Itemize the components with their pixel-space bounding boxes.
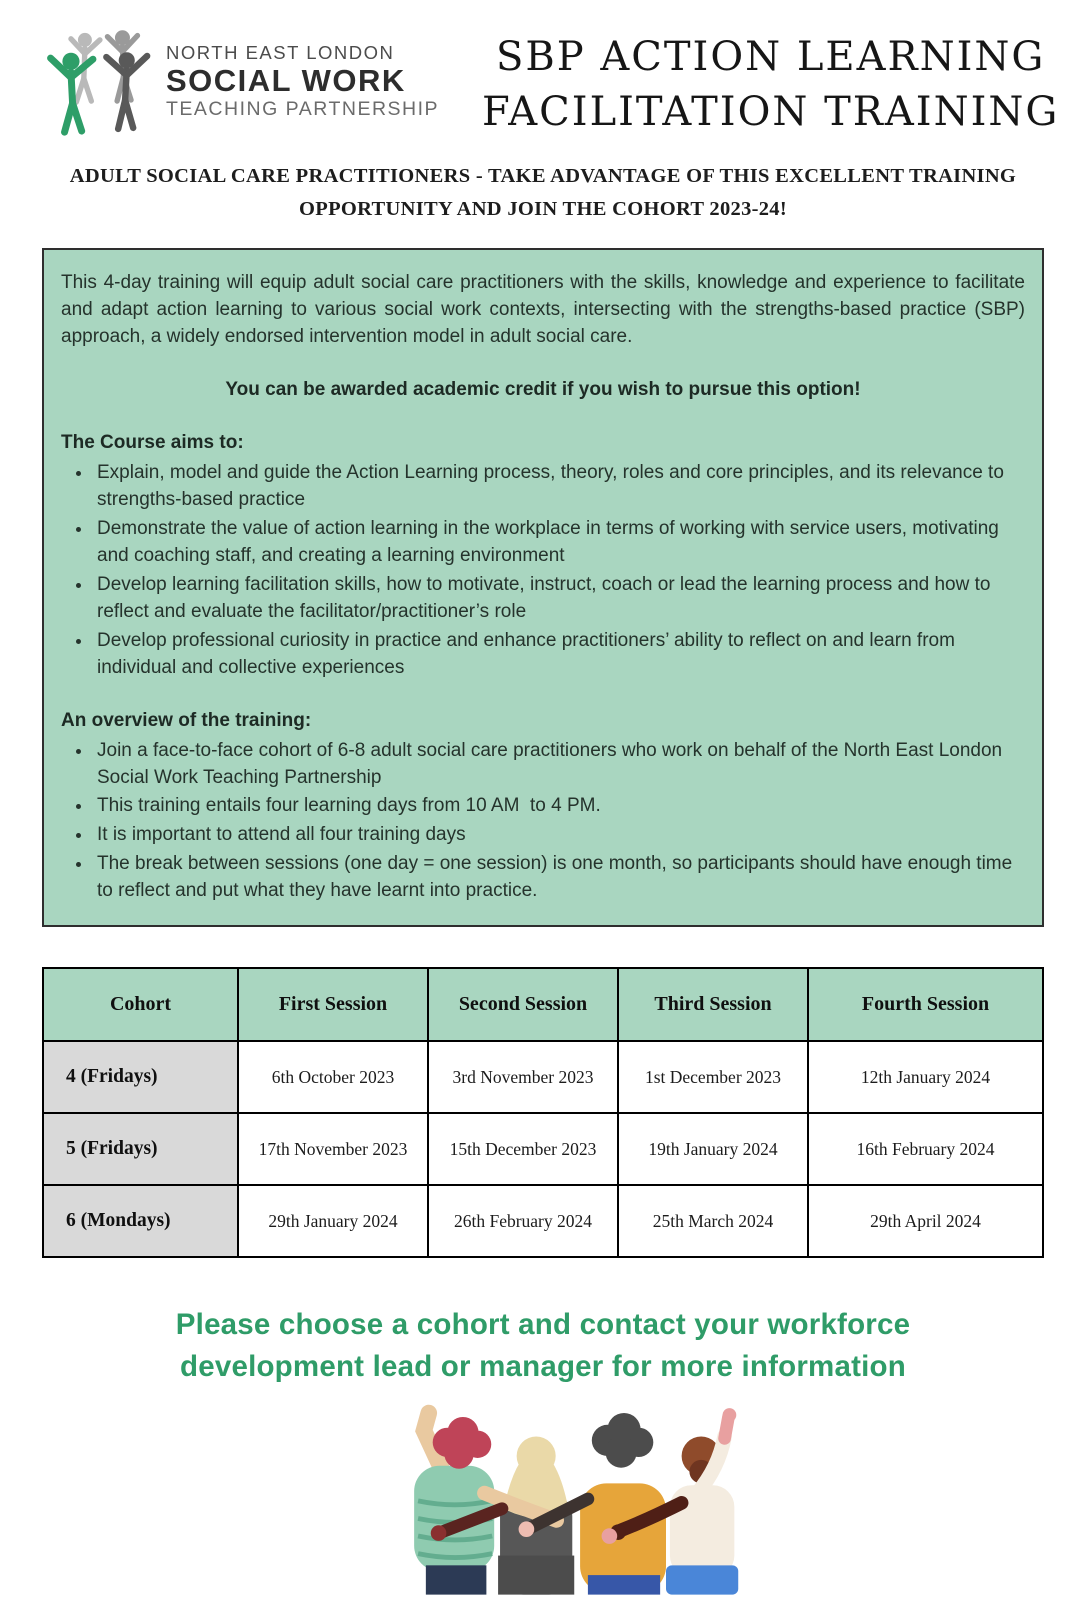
logo-line-1: NORTH EAST LONDON: [166, 42, 395, 64]
people-illustration: [42, 1397, 1044, 1597]
footer-message: [42, 1304, 1044, 1387]
list-item: • Explain, model and guide the Action Learning process, theory, roles and core principles, and its relevance to strengths-based practice: [93, 460, 1025, 514]
footer-message-line-1: Please choose a cohort and contact your workforce: [175, 1308, 911, 1342]
academic-credit-note: You can be awarded academic credit if you wish to pursue this option!: [225, 378, 861, 400]
column-header-second-session: Second Session: [428, 968, 618, 1041]
session-date-cell: 16th February 2024: [808, 1113, 1043, 1185]
partnership-logo: [42, 26, 482, 138]
list-item: • This training entails four learning days from 10 AM to 4 PM.: [93, 793, 1025, 820]
overview-list: [61, 738, 1025, 906]
list-item: • Demonstrate the value of action learning in the workplace in terms of working with service users, motivating and coaching staff, and creating a learning environment: [93, 516, 1025, 570]
cohort-cell: 5 (Fridays): [43, 1113, 238, 1185]
list-item: • Develop learning facilitation skills, how to motivate, instruct, coach or lead the learning process and how to reflect and evaluate the facilitator/practitioner’s role: [93, 572, 1025, 626]
flyer-page: [0, 26, 1086, 1597]
title-line-1: SBP ACTION LEARNING: [495, 34, 1046, 80]
info-box: [42, 248, 1044, 927]
page-title: [482, 30, 1059, 140]
cohort-cell: 4 (Fridays): [43, 1041, 238, 1113]
intro-paragraph: This 4-day training will equip adult social care practitioners with the skills, knowledge and experience to facilitate and adapt action learning to various social work contexts, intersecting with the strengths-based practice (SBP) approach, a widely endorsed intervention model in adult social care.: [61, 271, 1025, 347]
title-line-2: FACILITATION TRAINING: [482, 89, 1060, 136]
logo-line-3: TEACHING PARTNERSHIP: [166, 97, 440, 120]
logo-people-icon: [42, 26, 160, 138]
footer-message-line-2: development lead or manager for more information: [180, 1349, 906, 1383]
aims-heading: The Course aims to:: [61, 431, 244, 453]
session-date-cell: 3rd November 2023: [428, 1041, 618, 1113]
overview-heading: An overview of the training:: [61, 709, 312, 731]
column-header-fourth-session: Fourth Session: [808, 968, 1043, 1041]
cohort-cell: 6 (Mondays): [43, 1185, 238, 1257]
list-item: • It is important to attend all four training days: [93, 822, 1025, 849]
session-date-cell: 19th January 2024: [618, 1113, 808, 1185]
table-row: [43, 1041, 1043, 1113]
logo-text: [166, 43, 439, 120]
subtitle: ADULT SOCIAL CARE PRACTITIONERS - TAKE ADVANTAGE OF THIS EXCELLENT TRAINING OPPORTUNITY AND JOIN THE COHORT 2023-24!: [69, 165, 1017, 221]
session-date-cell: 15th December 2023: [428, 1113, 618, 1185]
list-item: • Develop professional curiosity in practice and enhance practitioners’ ability to reflect on and learn from individual and collective experiences: [93, 628, 1025, 682]
session-date-cell: 25th March 2024: [618, 1185, 808, 1257]
session-date-cell: 29th January 2024: [238, 1185, 428, 1257]
table-row: [43, 1113, 1043, 1185]
session-date-cell: 26th February 2024: [428, 1185, 618, 1257]
session-date-cell: 6th October 2023: [238, 1041, 428, 1113]
aims-list: [61, 460, 1025, 682]
session-date-cell: 12th January 2024: [808, 1041, 1043, 1113]
session-date-cell: 29th April 2024: [808, 1185, 1043, 1257]
schedule-table: [42, 967, 1044, 1258]
session-date-cell: 1st December 2023: [618, 1041, 808, 1113]
list-item: • The break between sessions (one day = one session) is one month, so participants should have enough time to reflect and put what they have learnt into practice.: [93, 851, 1025, 905]
table-header-row: [43, 968, 1043, 1041]
logo-line-2: SOCIAL WORK: [166, 63, 406, 99]
session-date-cell: 17th November 2023: [238, 1113, 428, 1185]
column-header-third-session: Third Session: [618, 968, 808, 1041]
people-arm-in-arm-illustration: [338, 1397, 748, 1597]
table-row: [43, 1185, 1043, 1257]
column-header-first-session: First Session: [238, 968, 428, 1041]
column-header-cohort: Cohort: [43, 968, 238, 1041]
header: [42, 26, 1060, 140]
list-item: • Join a face-to-face cohort of 6-8 adult social care practitioners who work on behalf of the North East London Social Work Teaching Partnership: [93, 738, 1025, 792]
